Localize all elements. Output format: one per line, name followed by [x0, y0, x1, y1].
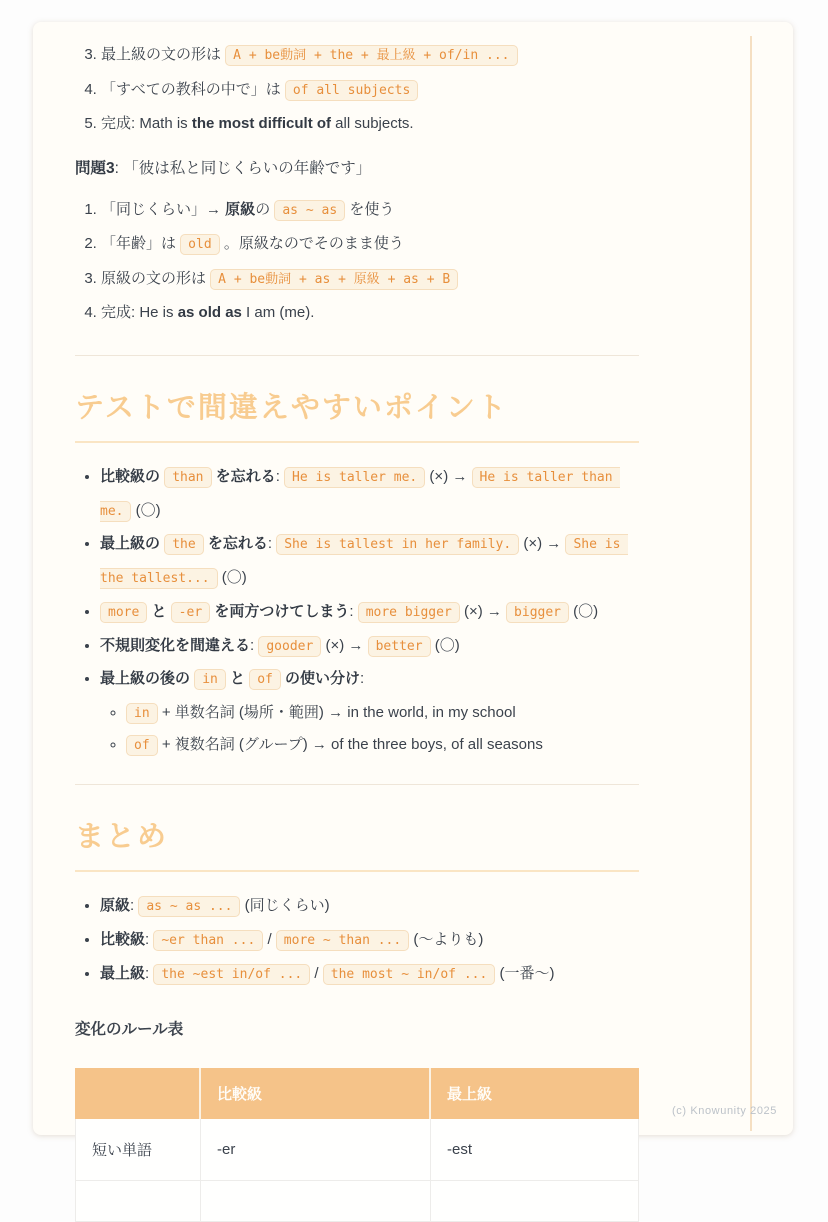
text-segment: (〇)	[569, 602, 599, 620]
text-segment: :	[250, 636, 259, 654]
list-item	[101, 73, 641, 108]
text-segment: 原級の文の形は	[101, 269, 211, 287]
table-cell	[201, 1181, 431, 1222]
code-chip: the most ~ in/of ...	[323, 964, 496, 985]
table-header-cell: 比較級	[201, 1068, 431, 1119]
summary-list	[75, 889, 623, 990]
text-segment: (×) →	[425, 467, 472, 485]
text-segment: 。原級なのでそのまま使う	[219, 235, 404, 253]
section-divider-2	[75, 784, 639, 785]
code-chip: bigger	[506, 602, 569, 623]
sub-list-item	[126, 697, 623, 729]
bold-text: 最上級	[100, 964, 146, 982]
table-header-cell: 最上級	[431, 1068, 639, 1119]
code-chip: -er	[171, 602, 210, 623]
table-cell: 短い単語	[75, 1119, 201, 1181]
superlative-steps-list	[75, 38, 641, 142]
text-segment: (〇)	[217, 569, 247, 586]
text-segment: の	[255, 200, 275, 218]
table-row	[75, 1119, 639, 1181]
bold-text: 比較級	[100, 930, 146, 948]
list-item	[101, 193, 641, 228]
mistakes-section-title: テストで間違えやすいポイント	[75, 385, 639, 443]
code-chip: of	[126, 735, 158, 756]
bold-text: 不規則変化を間違える	[100, 636, 251, 654]
problem3-heading	[75, 157, 641, 180]
code-chip: She is the tallest...	[100, 534, 628, 589]
code-chip: He is taller me.	[284, 467, 425, 488]
code-chip: He is taller than me.	[100, 467, 620, 522]
text-segment: (×) →	[321, 636, 368, 654]
bold-text: 問題3	[75, 159, 115, 177]
list-item	[101, 262, 641, 297]
text-segment: :	[267, 535, 277, 553]
code-chip: better	[368, 636, 431, 657]
table-cell: -er	[201, 1119, 431, 1181]
code-chip: of all subjects	[285, 80, 418, 101]
text-segment: 最上級の文の形は	[101, 46, 226, 63]
table-header-cell	[75, 1068, 201, 1119]
bold-text: as old as	[177, 304, 242, 322]
mistakes-list	[75, 460, 629, 760]
text-segment: を使う	[345, 200, 395, 218]
bold-text: 原級	[100, 897, 131, 914]
text-segment: (一番〜)	[495, 964, 555, 982]
bold-text: と	[151, 602, 167, 620]
text-segment: (〇)	[131, 501, 161, 519]
text-segment: 「同じくらい」→	[101, 200, 226, 218]
code-chip: in	[194, 669, 226, 690]
table-cell: -est	[431, 1119, 639, 1181]
document-content	[33, 22, 641, 1222]
sub-list	[100, 697, 623, 760]
text-segment: : 「彼は私と同じくらいの年齢です」	[114, 159, 372, 177]
bold-text: を両方つけてしまう	[214, 602, 350, 620]
text-segment: :	[130, 897, 139, 914]
text-segment: /	[263, 930, 276, 948]
bold-text: の使い分け	[285, 670, 361, 688]
watermark: (c) Knowunity 2025	[672, 1105, 777, 1117]
list-item	[101, 227, 641, 262]
text-segment: 完成: Math is	[101, 115, 192, 132]
text-segment: 「すべての教科の中で」は	[101, 80, 285, 98]
rules-table-body	[75, 1119, 639, 1222]
page-margin-line	[750, 36, 752, 1131]
code-chip: A + be動詞 + the + 最上級 + of/in ...	[225, 45, 517, 66]
text-segment: 「年齢」は	[101, 235, 181, 253]
code-chip: of	[249, 669, 281, 690]
list-item	[100, 460, 623, 528]
code-chip: more	[100, 602, 147, 623]
list-item	[100, 629, 623, 663]
bold-text: を忘れる	[207, 535, 268, 553]
text-segment: (×) →	[459, 602, 507, 620]
table-cell	[75, 1181, 201, 1222]
list-item	[100, 889, 623, 923]
code-chip: more ~ than ...	[276, 930, 409, 951]
text-segment: :	[145, 964, 154, 982]
text-segment: + 単数名詞 (場所・範囲) → in the world, in my school	[157, 704, 516, 721]
code-chip: than	[164, 467, 211, 488]
summary-section-title: まとめ	[75, 814, 639, 872]
table-header-row	[75, 1068, 639, 1119]
asas-steps-list	[75, 193, 641, 331]
list-item	[101, 107, 641, 142]
code-chip: old	[180, 234, 219, 255]
bold-text: 最上級の	[100, 535, 161, 553]
code-chip: in	[126, 703, 158, 724]
list-item	[101, 296, 641, 331]
text-segment: :	[360, 670, 365, 688]
text-segment: I am (me).	[241, 304, 315, 322]
sub-list-item	[126, 729, 623, 761]
code-chip: ~er than ...	[153, 930, 263, 951]
text-segment: + 複数名詞 (グループ) → of the three boys, of all seasons	[157, 735, 543, 753]
code-chip: She is tallest in her family.	[276, 534, 519, 555]
list-item	[100, 595, 623, 629]
code-chip: as ~ as ...	[138, 896, 240, 917]
text-segment: (〜よりも)	[409, 930, 484, 948]
code-chip: A + be動詞 + as + 原級 + as + B	[210, 269, 458, 290]
text-segment: :	[349, 602, 358, 620]
list-item	[101, 38, 641, 73]
document-page	[33, 22, 793, 1160]
bold-text: 最上級の後の	[100, 670, 191, 688]
text-segment: :	[145, 930, 154, 948]
text-segment: (同じくらい)	[240, 897, 330, 914]
code-chip: more bigger	[358, 602, 460, 623]
bold-text: the most difficult of	[191, 115, 332, 132]
code-chip: gooder	[258, 636, 321, 657]
rules-table-heading: 変化のルール表	[75, 1021, 184, 1039]
text-segment: /	[310, 964, 323, 982]
list-item	[100, 662, 623, 760]
section-divider	[75, 355, 639, 356]
code-chip: the ~est in/of ...	[153, 964, 310, 985]
rules-table	[75, 1068, 639, 1222]
bold-text: 比較級の	[100, 467, 161, 485]
list-item	[100, 923, 623, 957]
list-item	[100, 957, 623, 991]
text-segment: all subjects.	[331, 115, 414, 132]
text-segment: 完成: He is	[101, 304, 178, 322]
bold-text: を忘れる	[215, 467, 276, 485]
text-segment: (×) →	[519, 535, 566, 553]
table-row	[75, 1181, 639, 1222]
bold-text: と	[230, 670, 246, 688]
list-item	[100, 527, 629, 595]
bold-text: 原級	[225, 200, 256, 218]
text-segment: (〇)	[430, 636, 460, 654]
code-chip: as ~ as	[274, 200, 345, 221]
text-segment: :	[275, 467, 285, 485]
table-cell	[431, 1181, 639, 1222]
rules-table-head	[75, 1068, 639, 1119]
code-chip: the	[164, 534, 203, 555]
